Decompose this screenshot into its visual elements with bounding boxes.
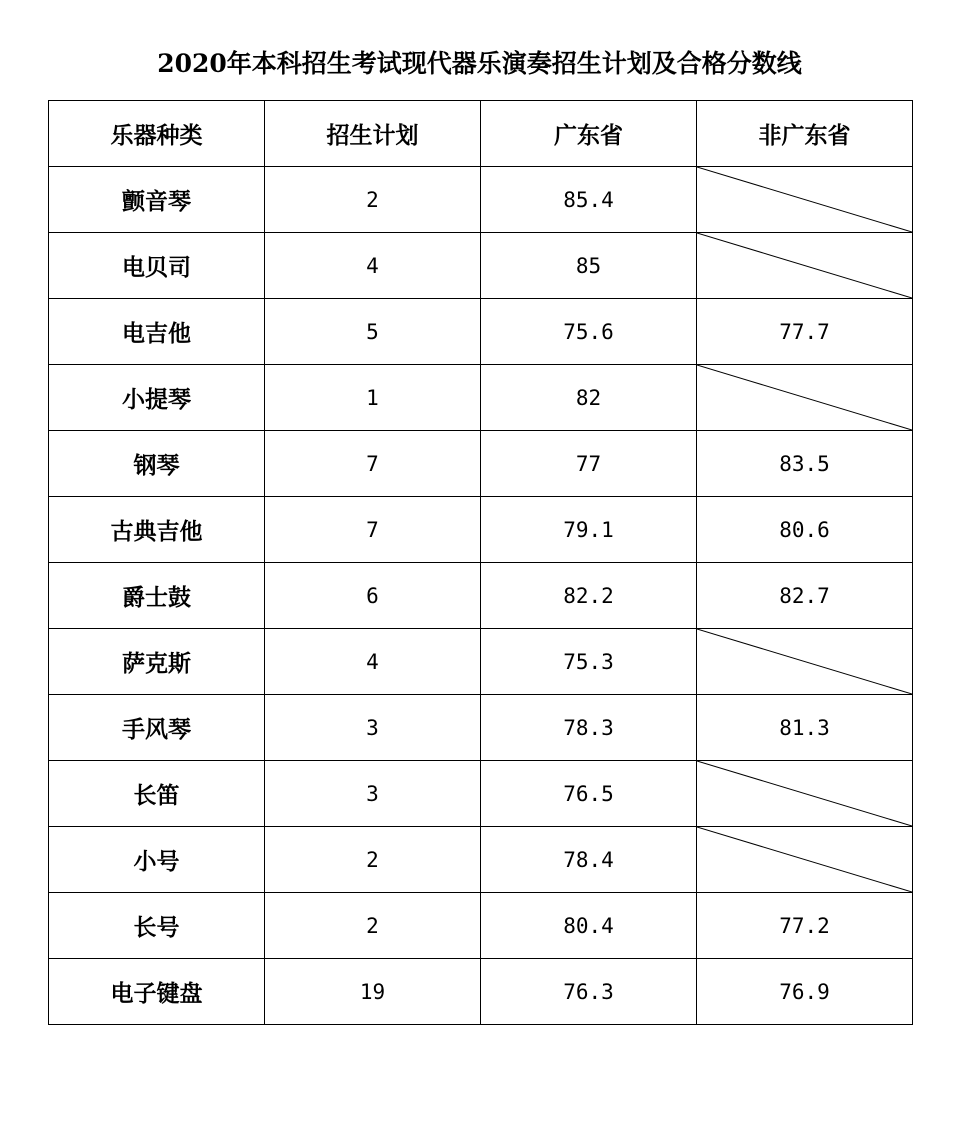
diagonal-line-icon <box>697 629 912 694</box>
cell-instrument: 长号 <box>49 893 265 959</box>
header-instrument: 乐器种类 <box>49 101 265 167</box>
cell-guangdong-score: 77 <box>481 431 697 497</box>
diagonal-line-icon <box>697 827 912 892</box>
cell-non-guangdong-score: 76.9 <box>697 959 913 1025</box>
cell-guangdong-score: 79.1 <box>481 497 697 563</box>
table-row <box>49 827 913 893</box>
cell-guangdong-score: 85.4 <box>481 167 697 233</box>
empty-cell-diagonal <box>697 761 913 827</box>
cell-guangdong-score: 80.4 <box>481 893 697 959</box>
cell-guangdong-score: 85 <box>481 233 697 299</box>
header-guangdong: 广东省 <box>481 101 697 167</box>
header-plan: 招生计划 <box>265 101 481 167</box>
table-row <box>49 365 913 431</box>
cell-guangdong-score: 76.5 <box>481 761 697 827</box>
diagonal-line-icon <box>697 365 912 430</box>
diagonal-line-icon <box>697 233 912 298</box>
cell-non-guangdong-score: 77.7 <box>697 299 913 365</box>
cell-instrument: 萨克斯 <box>49 629 265 695</box>
cell-non-guangdong-score: 82.7 <box>697 563 913 629</box>
empty-cell-diagonal <box>697 167 913 233</box>
cell-plan: 1 <box>265 365 481 431</box>
empty-cell-diagonal <box>697 233 913 299</box>
cell-instrument: 钢琴 <box>49 431 265 497</box>
table-row <box>49 497 913 563</box>
table-row <box>49 959 913 1025</box>
page-title: 2020年本科招生考试现代器乐演奏招生计划及合格分数线 <box>157 49 802 78</box>
cell-guangdong-score: 82.2 <box>481 563 697 629</box>
cell-plan: 2 <box>265 893 481 959</box>
table-row <box>49 167 913 233</box>
table-header-row <box>49 101 913 167</box>
cell-non-guangdong-score: 80.6 <box>697 497 913 563</box>
admission-score-table <box>48 100 913 1025</box>
table-body <box>49 167 913 1025</box>
cell-non-guangdong-score: 77.2 <box>697 893 913 959</box>
cell-guangdong-score: 76.3 <box>481 959 697 1025</box>
cell-instrument: 长笛 <box>49 761 265 827</box>
cell-instrument: 颤音琴 <box>49 167 265 233</box>
cell-instrument: 电贝司 <box>49 233 265 299</box>
cell-guangdong-score: 78.3 <box>481 695 697 761</box>
cell-plan: 19 <box>265 959 481 1025</box>
cell-plan: 2 <box>265 167 481 233</box>
diagonal-line-icon <box>697 167 912 232</box>
cell-plan: 4 <box>265 629 481 695</box>
cell-non-guangdong-score: 83.5 <box>697 431 913 497</box>
table-row <box>49 299 913 365</box>
cell-instrument: 爵士鼓 <box>49 563 265 629</box>
cell-plan: 7 <box>265 431 481 497</box>
cell-plan: 6 <box>265 563 481 629</box>
cell-plan: 3 <box>265 695 481 761</box>
cell-guangdong-score: 82 <box>481 365 697 431</box>
cell-plan: 5 <box>265 299 481 365</box>
header-non-guangdong: 非广东省 <box>697 101 913 167</box>
cell-plan: 2 <box>265 827 481 893</box>
table-row <box>49 893 913 959</box>
cell-instrument: 古典吉他 <box>49 497 265 563</box>
cell-guangdong-score: 75.6 <box>481 299 697 365</box>
diagonal-line-icon <box>697 761 912 826</box>
cell-plan: 3 <box>265 761 481 827</box>
cell-plan: 4 <box>265 233 481 299</box>
empty-cell-diagonal <box>697 629 913 695</box>
cell-instrument: 手风琴 <box>49 695 265 761</box>
cell-instrument: 小提琴 <box>49 365 265 431</box>
table-row <box>49 563 913 629</box>
cell-instrument: 电子键盘 <box>49 959 265 1025</box>
cell-guangdong-score: 78.4 <box>481 827 697 893</box>
cell-instrument: 小号 <box>49 827 265 893</box>
cell-plan: 7 <box>265 497 481 563</box>
table-row <box>49 629 913 695</box>
table-row <box>49 761 913 827</box>
table-row <box>49 233 913 299</box>
empty-cell-diagonal <box>697 365 913 431</box>
table-row <box>49 431 913 497</box>
cell-non-guangdong-score: 81.3 <box>697 695 913 761</box>
cell-instrument: 电吉他 <box>49 299 265 365</box>
cell-guangdong-score: 75.3 <box>481 629 697 695</box>
empty-cell-diagonal <box>697 827 913 893</box>
table-row <box>49 695 913 761</box>
